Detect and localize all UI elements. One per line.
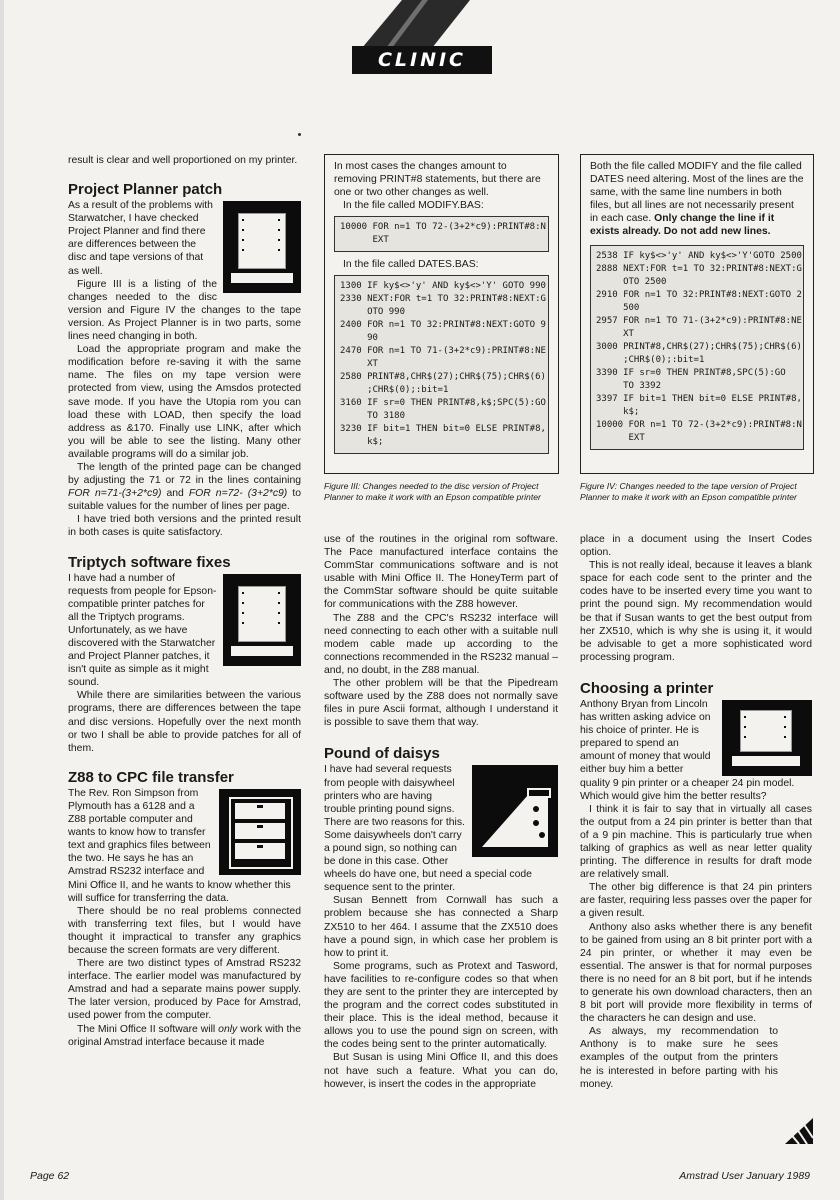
triptych-para-1: I have had a number of requests from people for Epson-compatible printer patches for all the Triptych programs. Unfortunately, as we have discovered with the Starwatcher and Project Planner patches, it isn't quite as simple as it might sound. xyxy=(68,572,217,689)
figure-3-intro: In most cases the changes amount to removing PRINT#8 statements, but there are one or two other changes as well. xyxy=(334,161,541,199)
daisy-para-1: I have had several requests from people with daisywheel printers who are having trouble printing pound signs. There are two reasons for this. Some daisywheels don't carry a pound sign, so nothing can be done in this case. Other wheels do have one, but need a special code sequence sent to the printer. xyxy=(324,764,532,894)
article-end-mark xyxy=(785,1118,813,1144)
printer-para-2: I think it is fair to say that in virtually all cases the output from a 24 pin printer is better than that of a 9 pin machine. This is particularly true when talking of graphics as well as near letter quality printing. The difference in results for draft mode are relatively small. xyxy=(580,803,812,881)
heading-project-planner: Project Planner patch xyxy=(68,181,223,199)
section-title-clinic: CLINIC xyxy=(352,46,492,74)
printer-output-icon xyxy=(472,765,558,857)
column-1 xyxy=(68,154,301,1049)
issue-label: Amstrad User January 1989 xyxy=(679,1170,810,1182)
heading-z88-transfer: Z88 to CPC file transfer xyxy=(68,768,234,786)
figure-3-box xyxy=(324,154,559,474)
planner-para-5: I have tried both versions and the printed result in both cases is quite satisfactory. xyxy=(68,514,301,539)
printer-para-1: Anthony Bryan from Lincoln has written asking advice on his choice of printer. He is prepared to spend an amount of money that would either buy him a better quality 9 pin printer or a cheaper 24 pin model. Which would give him the better results? xyxy=(580,698,795,802)
page-number: Page 62 xyxy=(30,1170,70,1182)
code-tape-listing: 2538 IF ky$<>'y' AND ky$<>'Y'GOTO 2500 2888 NEXT:FOR t=1 TO 32:PRINT#8:NEXT:G OTO 2500 2910 FOR n=1 TO 32:PRINT#8:NEXT:GOTO 2 500 2957 FOR n=1 TO 71-(3+2*c9):PRINT#8:NE XT 3000 PRINT#8,CHR$(27);CHR$(75);CHR$(6) ;CHR$(0);:bit=1 3390 IF sr=0 THEN PRINT#8,SPC(5):GO TO 3392 3397 IF bit=1 THEN bit=0 ELSE PRINT#8, k$; 10000 FOR n=1 TO 72-(3+2*c9):PRINT#8:N EXT xyxy=(590,245,804,450)
planner-para-1: As a result of the problems with Starwatcher, I have checked Project Planner and find there are differences between the disc and tape versions of that as well. xyxy=(68,200,213,277)
figure-4-caption: Figure IV: Changes needed to the tape version of Project Planner to make it work with an Epson compatible printer xyxy=(580,481,797,502)
z88-para-4: The Mini Office II software will only work with the original Amstrad interface because it made xyxy=(68,1023,301,1048)
figure-4-box xyxy=(580,154,814,474)
col2-para-b: The Z88 and the CPC's RS232 interface will need connecting to each other with a suitable null modem cable made up according to the connections recommended in the RS232 manual – and, no doubt, in the Z88 manual. xyxy=(324,612,558,676)
col2-para-c: The other problem will be that the Pipedream software used by the Z88 does not normally save files in pure Ascii format, although I understand it is possible to save them that way. xyxy=(324,678,558,729)
printer-icon xyxy=(223,201,301,293)
figure-4-intro: Both the file called MODIFY and the file called DATES need altering. Most of the lines are the same, with the same line numbers in both files, but all lines are not necessarily present in each case. Only change the line if it exists already. Do not add new lines. xyxy=(590,161,804,238)
code-dates-listing: 1300 IF ky$<>'y' AND ky$<>'Y' GOTO 990 2330 NEXT:FOR t=1 TO 32:PRINT#8:NEXT:G OTO 990 2400 FOR n=1 TO 32:PRINT#8:NEXT:GOTO 9 90 2470 FOR n=1 TO 71-(3+2*c9):PRINT#8:NE XT 2580 PRINT#8,CHR$(27);CHR$(75);CHR$(6) ;CHR$(0);:bit=1 3160 IF sr=0 THEN PRINT#8,k$;SPC(5):GO TO 3180 3230 IF bit=1 THEN bit=0 ELSE PRINT#8, k$; xyxy=(334,275,549,454)
heading-triptych: Triptych software fixes xyxy=(68,553,231,571)
z88-para-1: The Rev. Ron Simpson from Plymouth has a 6128 and a Z88 portable computer and wants to know how to transfer text and graphics files between the two. He says he has an Amstrad RS232 interface and Mini Office II, and he wants to know whether this will suffice for transferring the data. xyxy=(68,787,291,904)
col2-para-a: use of the routines in the original rom software. The Pace manufactured interface contains the CommStar communications software and is not usable with Mini Office II. The HoneyTerm part of the CommStar software should be quite suitable for communications with the Z88 however. xyxy=(324,534,558,611)
planner-para-3: Load the appropriate program and make the modification before re-saving it with the same name. The files on my tape version were protected from view, using the Amsdos protected save mode. If you have the Utopia rom you can load these with LOAD, then specify the load address as &170. Finally use LINK, after which you will be able to see the listing. Many other available programs will do a similar job. xyxy=(68,344,301,460)
printer-para-5: As always, my recommendation to Anthony is to make sure he sees examples of the output from the printers he is interested in before parting with his money. xyxy=(580,1026,778,1090)
heading-choosing-printer: Choosing a printer xyxy=(580,679,714,697)
stray-dot xyxy=(298,133,301,136)
planner-para-4: The length of the printed page can be changed by adjusting the 71 or 72 in the lines containing FOR n=71-(3+2*c9) and FOR n=72- (3+2*c9) to suitable values for the number of lines per page. xyxy=(68,461,301,513)
daisy-para-2: Susan Bennett from Cornwall has such a problem because she has connected a Sharp ZX510 to her 464. I assume that the ZX510 does have a pound sign, in which case her problem is how to print it. xyxy=(324,895,558,959)
col3-para-b: This is not really ideal, because it leaves a blank space for each code sent to the printer and the codes have to be inserted every time you want to print the pound sign. My recommendation would be that if Susan wants to get the best output from her ZX510, which is why she is using it, it would be advisable to get a more sophisticated word processing program. xyxy=(580,560,812,663)
printer-icon-3 xyxy=(722,700,812,776)
header-stripe-graphic xyxy=(362,0,470,48)
printer-icon-2 xyxy=(223,574,301,666)
daisy-para-4: But Susan is using Mini Office II, and this does not have such a feature. What you can do, however, is insert the codes in the appropriate xyxy=(324,1052,558,1090)
figure-3-caption: Figure III: Changes needed to the disc version of Project Planner to make it work with an Epson compatible printer xyxy=(324,481,541,502)
intro-text: result is clear and well proportioned on my printer. xyxy=(68,155,298,166)
col3-para-a: place in a document using the Insert Codes option. xyxy=(580,534,812,559)
z88-para-2: There should be no real problems connected with transferring text files, but I would have thought it impractical to transfer any graphics because the screen formats are very different. xyxy=(68,905,301,956)
column-2-body xyxy=(324,533,558,1091)
heading-pound-of-daisys: Pound of daisys xyxy=(324,745,440,763)
column-3-body xyxy=(580,533,812,1091)
triptych-para-2: While there are similarities between the various programs, there are differences between the tape and disc versions. Hopefully over the next month or two I shall be able to provide patches for all of them. xyxy=(68,690,301,754)
code-modify-listing: 10000 FOR n=1 TO 72-(3+2*c9):PRINT#8:N EXT xyxy=(334,216,549,252)
figure-3-modify-label: In the file called MODIFY.BAS: xyxy=(343,200,484,212)
planner-para-2: Figure III is a listing of the changes needed to the disc version and Figure IV the changes to the tape version. As Project Planner is in two parts, some lines need changing in both. xyxy=(68,278,301,343)
page-spine-shadow xyxy=(0,0,4,1200)
printer-para-4: Anthony also asks whether there is any benefit to be gained from using an 8 bit printer port with a 24 pin printer, or whether it may even be essential. The answer is that for normal purposes there is no need for an 8 bit port, but if he intends to generate his own download characters, then an 8 bit port will provide more flexibility in terms of the characters he can design and use. xyxy=(580,921,812,1025)
daisy-para-3: Some programs, such as Protext and Tasword, have facilities to re-configure codes so that when they are sent to the printer they are intercepted by the program and the correct codes substituted in their place. This is the ideal method, because it allows you to use the pound sign on screen, with the codes being sent to the printer automatically. xyxy=(324,960,558,1051)
filing-cabinet-icon xyxy=(219,789,301,875)
figure-3-dates-label: In the file called DATES.BAS: xyxy=(343,259,479,271)
z88-para-3: There are two distinct types of Amstrad RS232 interface. The earlier model was manufactured by Amstrad and had a separate mains power supply. The later version, produced by Pace for Amstrad, used power from the computer. xyxy=(68,958,301,1022)
printer-para-3: The other big difference is that 24 pin printers are faster, requiring less passes over the paper for a given result. xyxy=(580,882,812,920)
